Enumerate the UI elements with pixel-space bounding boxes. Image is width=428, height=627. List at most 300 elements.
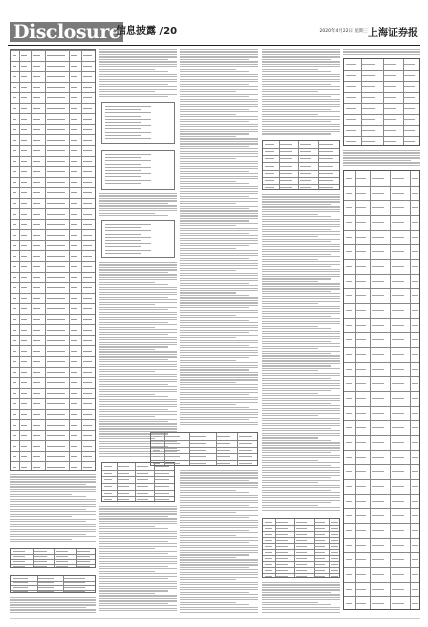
table-cell	[21, 351, 27, 352]
table-cell	[47, 129, 66, 130]
text-line	[262, 131, 340, 132]
text-line	[105, 125, 151, 126]
table-cell	[392, 281, 404, 282]
table-cell	[33, 382, 41, 383]
column-2-text-end	[99, 506, 177, 613]
table-column-divider	[370, 171, 371, 609]
table-cell	[276, 576, 288, 577]
table-cell	[265, 534, 272, 535]
column-4-text	[262, 49, 340, 136]
table-cell	[83, 467, 92, 468]
text-line	[180, 268, 258, 269]
table-cell	[404, 108, 415, 109]
text-line	[262, 286, 340, 287]
table-cell	[33, 456, 41, 457]
column-5-text-top	[343, 49, 420, 56]
text-line	[180, 126, 258, 127]
box-content	[105, 154, 171, 186]
text-line	[180, 89, 258, 90]
table-cell	[21, 161, 27, 162]
text-line	[99, 292, 177, 293]
text-line	[99, 573, 177, 574]
table-cell	[21, 235, 27, 236]
table-cell	[83, 171, 92, 172]
text-line	[180, 119, 258, 120]
text-line	[105, 116, 141, 117]
table-cell	[71, 266, 77, 267]
text-line	[262, 281, 318, 282]
table-cell	[21, 382, 27, 383]
table-cell	[372, 383, 384, 384]
table-cell	[384, 75, 396, 76]
table-cell	[137, 479, 148, 480]
table-cell	[346, 589, 352, 590]
text-line	[262, 375, 340, 376]
text-line	[262, 430, 340, 431]
table-cell	[265, 180, 274, 181]
text-line	[262, 336, 340, 337]
table-cell	[346, 515, 352, 516]
table-cell	[13, 319, 17, 320]
text-line	[180, 609, 258, 610]
table-cell	[21, 287, 27, 288]
text-line	[105, 154, 151, 155]
table-cell	[392, 207, 404, 208]
table-row-divider	[102, 490, 174, 491]
text-line	[262, 428, 331, 429]
table-cell	[392, 222, 404, 223]
table-row	[11, 461, 95, 473]
table-cell	[83, 308, 92, 309]
table-cell	[71, 287, 77, 288]
text-line	[180, 592, 249, 593]
text-line	[262, 418, 340, 419]
text-line	[180, 278, 258, 279]
text-line	[10, 476, 96, 477]
table-cell	[346, 222, 352, 223]
table-cell	[13, 551, 26, 552]
text-line	[262, 383, 340, 384]
text-line	[262, 224, 340, 225]
text-line	[99, 334, 168, 335]
text-line	[99, 54, 177, 55]
text-line	[262, 420, 340, 421]
text-line	[99, 421, 168, 422]
text-line	[10, 519, 96, 520]
table-cell	[71, 456, 77, 457]
table-cell	[362, 75, 375, 76]
table-cell	[404, 141, 415, 142]
table-cell	[412, 251, 418, 252]
text-line	[180, 106, 258, 107]
table-cell	[356, 222, 365, 223]
column-2-table	[101, 462, 175, 502]
text-line	[262, 276, 340, 277]
text-line	[105, 227, 141, 228]
table-cell	[153, 436, 161, 437]
table-cell	[372, 325, 384, 326]
text-line	[10, 597, 96, 598]
text-line	[180, 116, 258, 117]
table-cell	[356, 295, 365, 296]
text-line	[262, 331, 340, 332]
text-line	[99, 419, 177, 420]
text-line	[99, 346, 168, 347]
column-2-text-top	[99, 49, 177, 99]
text-line	[262, 269, 340, 270]
table-cell	[153, 443, 161, 444]
table-cell	[315, 564, 324, 565]
table-cell	[13, 224, 17, 225]
text-line	[99, 329, 177, 330]
table-cell	[13, 66, 17, 67]
text-line	[105, 246, 141, 247]
table-cell	[412, 354, 418, 355]
text-line	[262, 408, 340, 409]
table-cell	[331, 576, 338, 577]
text-line	[99, 319, 177, 320]
text-line	[180, 537, 258, 538]
text-lines	[180, 49, 258, 425]
text-line	[180, 597, 258, 598]
text-lines	[99, 49, 177, 97]
table-cell	[21, 456, 27, 457]
text-line	[180, 384, 258, 385]
table-column-divider	[298, 141, 299, 189]
text-line	[262, 124, 340, 125]
text-line	[99, 200, 177, 201]
text-line	[99, 414, 177, 415]
text-line	[10, 501, 96, 502]
text-line	[180, 487, 258, 488]
text-line	[262, 393, 318, 394]
text-line	[262, 450, 340, 451]
column-3-text	[180, 49, 258, 427]
text-line	[262, 229, 331, 230]
text-line	[262, 405, 340, 406]
text-line	[262, 410, 340, 411]
table-cell	[372, 530, 384, 531]
table-cell	[77, 566, 90, 567]
table-cell	[137, 466, 148, 467]
table-cell	[412, 603, 418, 604]
text-line	[262, 604, 331, 605]
table-cell	[64, 591, 85, 592]
text-line	[10, 486, 96, 487]
text-line	[10, 511, 96, 512]
table-cell	[83, 403, 92, 404]
table-row-divider	[344, 136, 419, 137]
table-cell	[315, 552, 324, 553]
notice-box-3	[101, 220, 175, 258]
table-cell	[190, 456, 206, 457]
text-line	[180, 362, 258, 363]
column-2-text-mid	[99, 193, 177, 218]
text-line	[180, 196, 249, 197]
table-cell	[165, 443, 180, 444]
table-cell	[346, 251, 352, 252]
text-line	[262, 582, 340, 583]
text-lines	[262, 582, 340, 613]
text-line	[180, 109, 249, 110]
table-cell	[280, 166, 292, 167]
text-line	[262, 423, 340, 424]
text-lines	[262, 49, 340, 135]
text-line	[180, 475, 258, 476]
text-line	[10, 489, 96, 490]
table-cell	[412, 501, 418, 502]
text-line	[99, 279, 177, 280]
text-line	[180, 310, 258, 311]
table-cell	[265, 187, 274, 188]
text-line	[180, 121, 249, 122]
table-cell	[71, 245, 77, 246]
text-line	[180, 347, 258, 348]
text-line	[99, 344, 177, 345]
table-row-divider	[11, 554, 95, 555]
text-line	[180, 530, 249, 531]
text-line	[262, 500, 340, 501]
table-cell	[319, 173, 333, 174]
text-line	[105, 138, 151, 139]
text-line	[262, 244, 340, 245]
text-line	[262, 447, 340, 448]
table-cell	[265, 570, 272, 571]
table-cell	[384, 130, 396, 131]
table-cell	[412, 266, 418, 267]
text-line	[262, 462, 340, 463]
table-cell	[13, 587, 28, 588]
text-line	[99, 396, 168, 397]
left-bottom-text-2	[10, 597, 96, 614]
text-line	[262, 413, 340, 414]
text-line	[99, 193, 177, 194]
text-line	[180, 559, 258, 560]
table-cell	[21, 87, 27, 88]
text-line	[262, 348, 318, 349]
text-line	[99, 322, 168, 323]
table-cell	[34, 556, 47, 557]
table-cell	[300, 166, 312, 167]
text-line	[262, 465, 331, 466]
table-cell	[13, 561, 26, 562]
text-line	[180, 527, 258, 528]
table-cell	[38, 591, 53, 592]
text-line	[180, 604, 249, 605]
text-line	[262, 475, 340, 476]
table-cell	[83, 129, 92, 130]
table-cell	[13, 287, 17, 288]
table-cell	[392, 427, 404, 428]
text-line	[262, 111, 340, 112]
table-cell	[384, 64, 396, 65]
table-cell	[13, 192, 17, 193]
table-row-divider	[102, 483, 174, 484]
table-cell	[83, 256, 92, 257]
text-line	[99, 324, 177, 325]
text-line	[99, 302, 177, 303]
text-line	[343, 152, 420, 153]
table-cell	[77, 556, 90, 557]
table-cell	[13, 245, 17, 246]
text-line	[262, 64, 340, 65]
text-line	[262, 94, 340, 95]
text-line	[180, 589, 258, 590]
text-line	[180, 114, 236, 115]
table-cell	[83, 456, 92, 457]
text-line	[180, 497, 258, 498]
text-line	[262, 241, 331, 242]
text-line	[105, 164, 141, 165]
text-line	[262, 246, 340, 247]
table-cell	[33, 467, 41, 468]
table-cell	[392, 501, 404, 502]
text-line	[262, 355, 340, 356]
text-line	[99, 551, 177, 552]
table-cell	[331, 540, 338, 541]
text-line	[180, 492, 249, 493]
table-cell	[372, 339, 384, 340]
table-cell	[356, 193, 365, 194]
table-cell	[47, 140, 66, 141]
table-cell	[33, 414, 41, 415]
table-cell	[13, 119, 17, 120]
text-line	[262, 594, 340, 595]
table-column-divider	[154, 463, 155, 501]
text-line	[262, 373, 340, 374]
section-title: 信息披露 /20	[116, 26, 178, 37]
text-line	[99, 595, 177, 596]
text-line	[262, 196, 340, 197]
table-cell	[21, 361, 27, 362]
text-line	[262, 306, 340, 307]
text-line	[180, 382, 236, 383]
table-cell	[33, 66, 41, 67]
text-line	[180, 302, 258, 303]
table-cell	[13, 161, 17, 162]
table-cell	[346, 603, 352, 604]
table-cell	[372, 310, 384, 311]
table-cell	[412, 413, 418, 414]
newspaper-name: 上海证券报	[368, 28, 418, 39]
table-cell	[83, 150, 92, 151]
text-line	[180, 76, 258, 77]
table-cell	[296, 546, 308, 547]
text-line	[99, 49, 177, 50]
text-line	[262, 492, 340, 493]
text-line	[99, 401, 177, 402]
table-cell	[33, 277, 41, 278]
table-cell	[33, 266, 41, 267]
table-cell	[412, 383, 418, 384]
table-cell	[13, 203, 17, 204]
text-line	[262, 457, 340, 458]
table-cell	[83, 97, 92, 98]
table-cell	[276, 552, 288, 553]
text-line	[262, 455, 340, 456]
right-main-table	[343, 170, 420, 610]
table-cell	[265, 546, 272, 547]
text-line	[262, 278, 331, 279]
table-cell	[217, 456, 230, 457]
table-cell	[412, 427, 418, 428]
text-line	[262, 589, 340, 590]
text-line	[10, 481, 96, 482]
text-line	[99, 79, 177, 80]
table-cell	[21, 66, 27, 67]
text-line	[262, 79, 340, 80]
text-line	[180, 191, 258, 192]
table-cell	[47, 256, 66, 257]
table-cell	[71, 372, 77, 373]
table-cell	[265, 564, 272, 565]
text-line	[99, 523, 177, 524]
table-cell	[155, 479, 168, 480]
table-cell	[319, 187, 333, 188]
text-line	[343, 155, 420, 156]
text-line	[180, 295, 249, 296]
table-cell	[362, 108, 375, 109]
text-line	[105, 173, 151, 174]
table-cell	[356, 339, 365, 340]
text-line	[180, 379, 258, 380]
text-line	[262, 239, 340, 240]
text-line	[105, 122, 141, 123]
table-column-divider	[54, 549, 55, 567]
table-cell	[346, 130, 356, 131]
text-line	[262, 507, 340, 508]
issue-date: 2020年4月22日 星期三	[319, 29, 368, 34]
table-row-divider	[344, 92, 419, 93]
text-line	[99, 516, 168, 517]
table-row-divider	[263, 177, 339, 178]
table-cell	[13, 556, 26, 557]
table-cell	[165, 450, 180, 451]
text-line	[343, 51, 420, 52]
text-line	[99, 56, 177, 57]
table-cell	[331, 570, 338, 571]
text-line	[10, 612, 96, 613]
table-cell	[265, 166, 274, 167]
text-line	[180, 71, 249, 72]
text-line	[180, 532, 258, 533]
table-cell	[71, 330, 77, 331]
table-cell	[392, 471, 404, 472]
table-cell	[412, 515, 418, 516]
text-line	[180, 557, 236, 558]
table-cell	[372, 222, 384, 223]
notice-box-1	[101, 102, 175, 144]
table-cell	[404, 119, 415, 120]
text-line	[99, 423, 177, 424]
footer-rule	[10, 618, 420, 619]
table-cell	[71, 393, 77, 394]
text-line	[99, 282, 155, 283]
text-line	[10, 602, 96, 603]
text-line	[99, 531, 177, 532]
text-line	[180, 86, 258, 87]
table-cell	[71, 119, 77, 120]
table-cell	[83, 414, 92, 415]
text-line	[180, 602, 236, 603]
text-line	[99, 356, 177, 357]
table-cell	[280, 187, 292, 188]
table-row-divider	[344, 81, 419, 82]
text-line	[180, 307, 249, 308]
table-cell	[265, 528, 272, 529]
table-cell	[217, 436, 230, 437]
table-cell	[153, 450, 161, 451]
